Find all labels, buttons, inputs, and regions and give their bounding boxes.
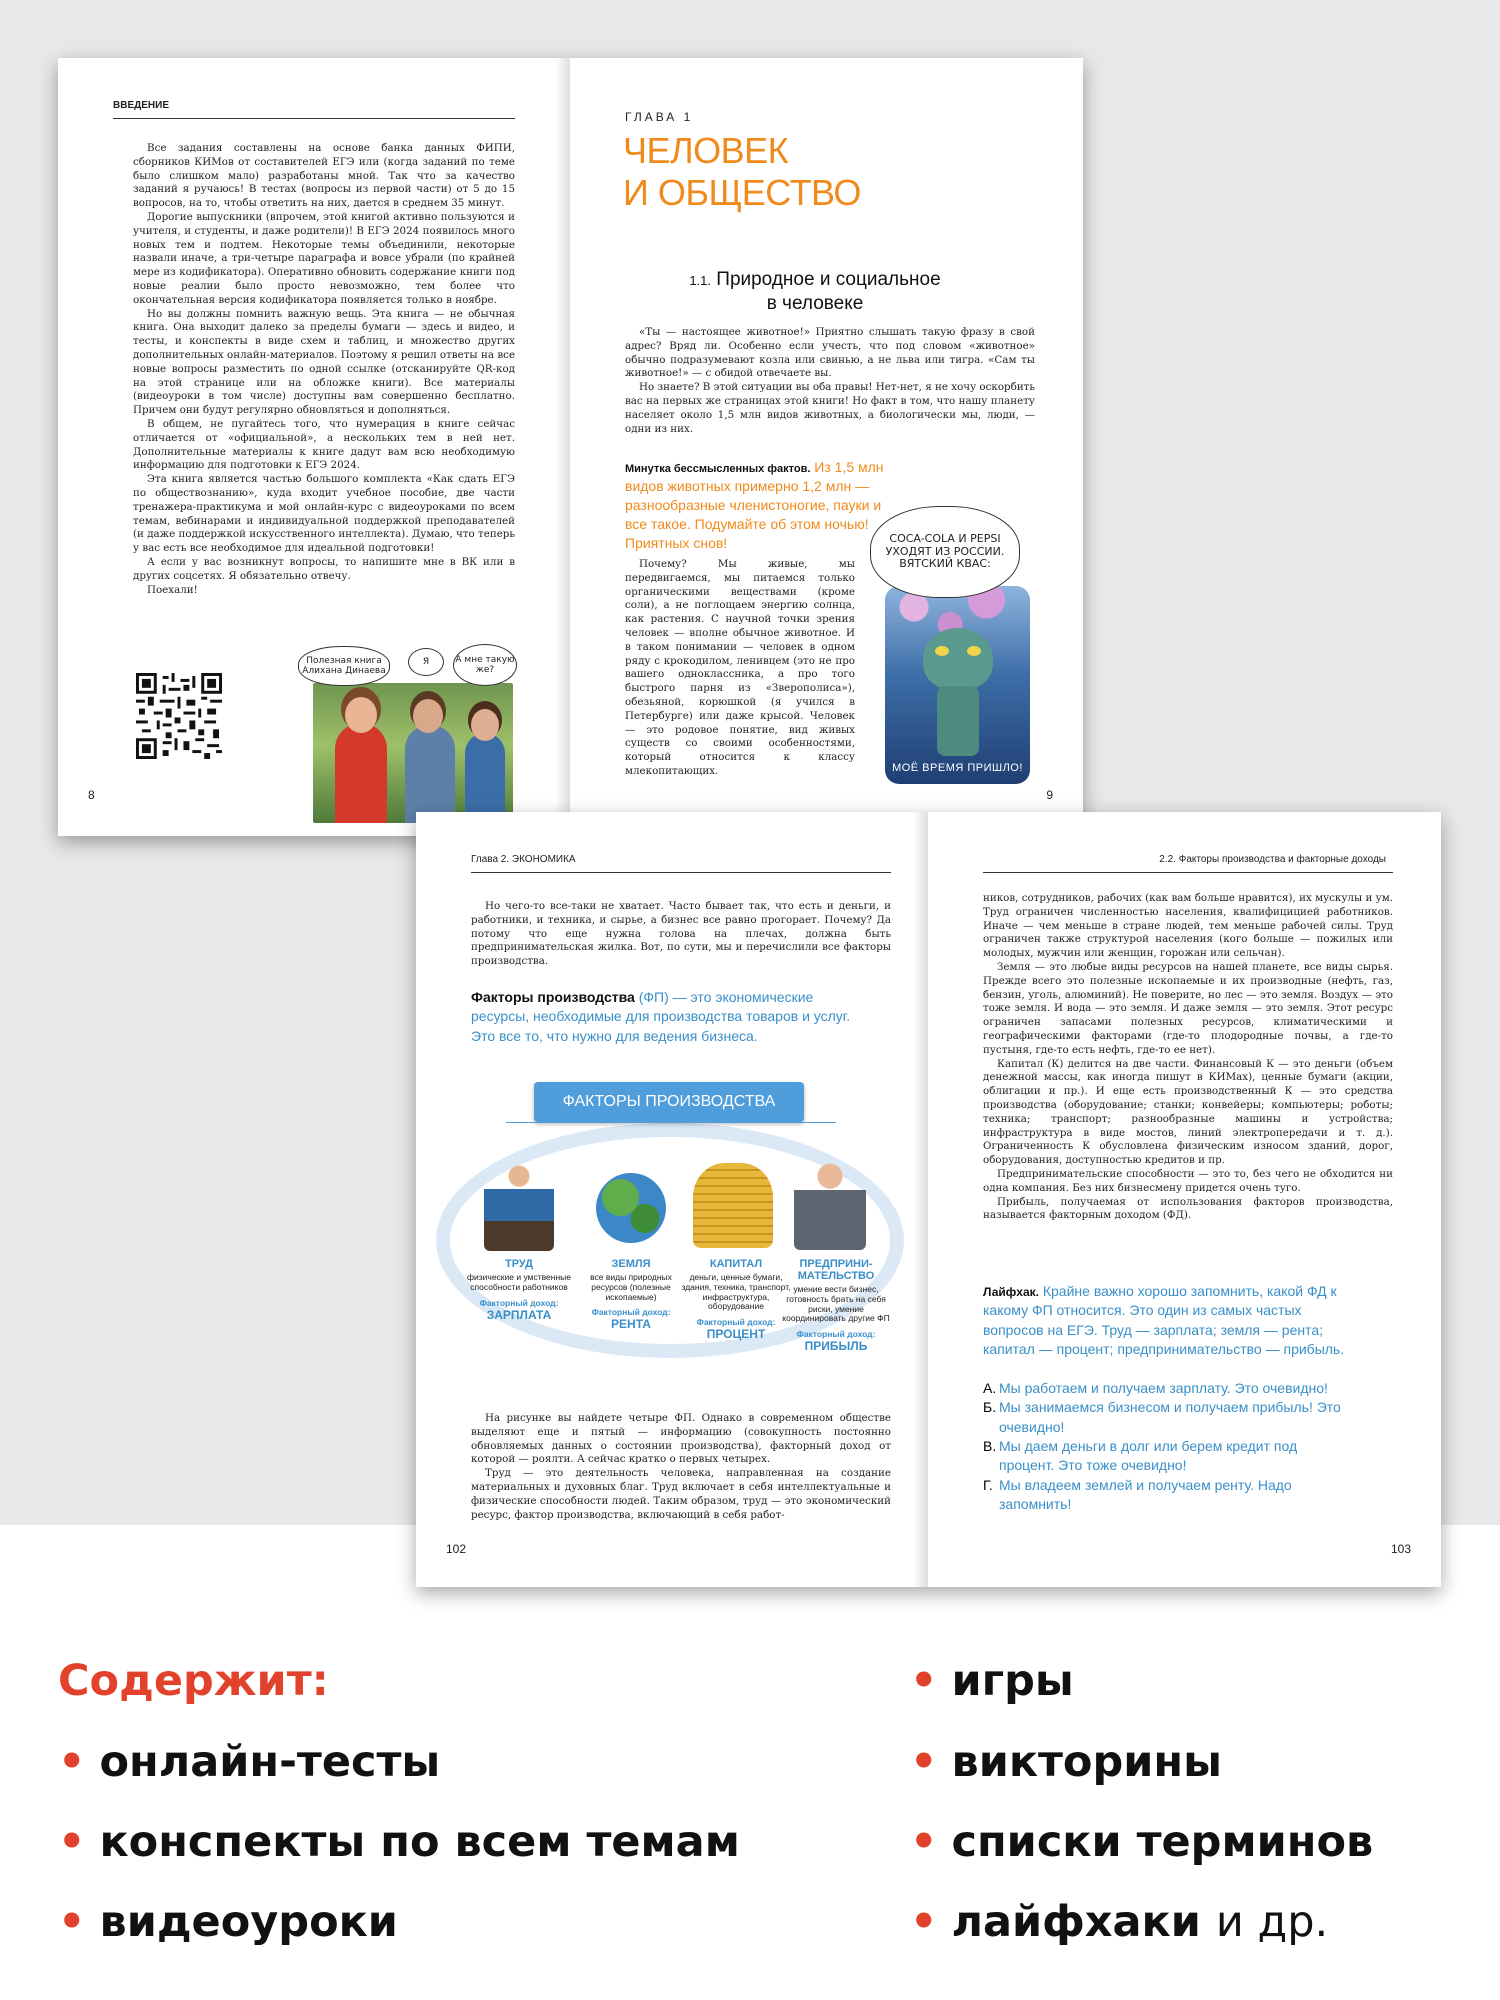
globe-icon — [596, 1173, 666, 1243]
paragraph: Почему? Мы живые, мы передвигаемся, мы питаемся только органическими веществами (кроме соли), а не поглощаем энергию солнца, как растения. С научной точки зрения человек — вполне обычное животное. И в таком понимании — человек в одном ряду с крокодилом, ленивцем (это не про вашего одноклассника, а про того быстрого парня из «Зверополиса»), обезьяной, корюшкой (я учился в Петербурге) или даже крысой. Человек — это родовое понятие, вид живых существ со своими особенностями, который относится к классу млекопитающих. — [625, 558, 855, 777]
header-rule — [113, 118, 515, 119]
example-letter: Г. — [983, 1476, 993, 1493]
intro-text — [471, 900, 891, 969]
bullet-icon: • — [910, 1656, 938, 1706]
feature-item — [58, 1897, 398, 1947]
factor-income: ПРОЦЕНТ — [706, 1327, 766, 1342]
page-9 — [570, 58, 1083, 836]
factor-desc: все виды природных ресурсов (полезные ископаемые) — [590, 1272, 672, 1302]
meme-figure-middle — [405, 725, 455, 823]
businessman-icon — [794, 1160, 866, 1250]
section-title — [625, 268, 1005, 316]
paragraph: ников, сотрудников, рабочих (как вам больше нравится), их мускулы и ум. Труд ограничен численностью населения, квалифицицией работников. Иначе — чем меньше в стране людей, тем меньше рабочей силы. Труд ограничен также структурой населения (кого больше — пожилых или молодых, мужчин или женщин, горожан или сельчан). — [983, 892, 1393, 960]
turtle-image — [885, 586, 1030, 784]
factor-labor — [464, 1258, 574, 1322]
example-item — [983, 1437, 1343, 1476]
running-head: 2.2. Факторы производства и факторные доходы — [1159, 854, 1386, 865]
chapter-title — [623, 130, 861, 215]
examples-list — [983, 1379, 1343, 1514]
paragraph: Все задания составлены на основе банка данных ФИПИ, сборников КИМов от составителей ЕГЭ или (когда заданий по теме было слишком мало) разработаны мной. Так что за качество заданий я ручаюсь! В тестах (вопросы из первой части) от 5 до 15 вопросов, на то, чтобы ответить на них, дается в среднем 35 минут. — [133, 142, 515, 210]
bullet-icon: • — [910, 1737, 938, 1787]
paragraph: А если у вас возникнут вопросы, то напишите мне в ВК или в других соцсетях. Я обязательно отвечу. — [133, 555, 515, 582]
meme-figure-right-head — [471, 709, 499, 741]
section-title-line — [625, 268, 1005, 292]
paragraph: В общем, не пугайтесь того, что нумерация в книге сейчас отличается от «официальной», а нескольких тем в ней нет. Дополнительные материалы к книге дадут вам всю необходимую информацию для подготовки к ЕГЭ 2024. — [133, 417, 515, 472]
definition-abbr: (ФП) — [638, 989, 669, 1005]
factor-title: КАПИТАЛ — [709, 1258, 763, 1270]
page-102 — [416, 812, 928, 1587]
factor-income-label: Факторный доход: — [591, 1307, 671, 1318]
factor-title: ТРУД — [504, 1258, 534, 1270]
page-number: 8 — [88, 788, 95, 802]
feature-text: игры — [951, 1656, 1074, 1706]
body-text — [625, 558, 855, 779]
bullet-icon: • — [910, 1817, 938, 1867]
header-rule — [471, 872, 891, 873]
bullet-icon: • — [58, 1897, 86, 1947]
meme-image — [313, 683, 513, 823]
diagram-connector — [506, 1122, 836, 1123]
chapter-title-line: И ОБЩЕСТВО — [623, 172, 861, 214]
factor-income: ПРИБЫЛЬ — [804, 1339, 868, 1354]
header-rule — [983, 872, 1393, 873]
paragraph: Труд — это деятельность человека, направленная на создание материальных и духовных благ. Труд включает в себя интеллектуальные и физические способности людей. Таким образом, труд — это экономический ресурс, фактор производства, включающий в себя работ- — [471, 1467, 891, 1521]
paragraph: Дорогие выпускники (впрочем, этой книгой активно пользуются и учителя, и студенты, и даже родители)! В ЕГЭ 2024 появилось много новых тем и подтем. Некоторые темы объединили, некоторые назвали иначе, а три-четыре параграфа и вовсе убрали (по крайней мере из кодификатора). Оперативно обновить содержание книги под новые реалии было просто невозможно, тем более что окончательная версия кодификатора появляется только в ноябре. — [133, 210, 515, 306]
factor-entrepreneurship — [781, 1258, 891, 1353]
worker-icon — [484, 1163, 554, 1251]
example-item — [983, 1398, 1343, 1437]
factor-income-label: Факторный доход: — [479, 1297, 559, 1308]
fact-text: Из 1,5 млн видов животных примерно 1,2 млн — разнообразные членистоногие, пауки и все такое. Подумайте об этом ночью! Приятных снов! — [625, 459, 884, 552]
factor-desc: умение вести бизнес, готовность брать на себя риски, умение координировать другие ФП — [782, 1284, 890, 1324]
feature-text: лайфхаки — [951, 1897, 1201, 1947]
feature-item — [58, 1817, 740, 1867]
feature-item — [910, 1737, 1222, 1787]
turtle-neck — [937, 686, 979, 756]
example-text: Мы владеем землей и получаем ренту. Надо запомнить! — [999, 1476, 1292, 1512]
meme-figure-left — [335, 723, 387, 823]
example-letter: Б. — [983, 1399, 997, 1416]
qr-code-icon[interactable] — [136, 673, 222, 759]
page-number: 103 — [1390, 1542, 1411, 1556]
bullet-icon: • — [58, 1817, 86, 1867]
example-text: Мы занимаемся бизнесом и получаем прибыль! Это очевидно! — [999, 1399, 1341, 1435]
meme-figure-middle-head — [413, 699, 443, 733]
running-head: ВВЕДЕНИЕ — [113, 100, 169, 111]
definition-text: — это экономические ресурсы, необходимые для производства товаров и услуг. Это все то, что нужно для ведения бизнеса. — [471, 989, 851, 1044]
page-number: 102 — [446, 1542, 467, 1556]
fact-label: Минутка бессмысленных фактов. — [625, 463, 811, 475]
turtle-eye — [935, 646, 949, 656]
book-spread-top — [58, 58, 1083, 836]
factors-diagram — [436, 1068, 906, 1398]
example-letter: А. — [983, 1380, 997, 1396]
paragraph: Но знаете? В этой ситуации вы оба правы! Нет-нет, я не хочу оскорбить вас на первых же страницах этой книги! Но факт в том, что нашу планету населяет около 1,5 млн видов животных, а биологически мы, люди, — одни из них. — [625, 381, 1035, 435]
turtle-caption: МОЁ ВРЕМЯ ПРИШЛО! — [892, 762, 1023, 774]
example-item — [983, 1379, 1343, 1398]
paragraph: На рисунке вы найдете четыре ФП. Однако в современном обществе выделяют еще и пятый — информацию (совокупность постоянно обновляемых данных о состоянии производства), факторный доход от которой — роялти. А сейчас кратко о первых четырех. — [471, 1412, 891, 1466]
paragraph: «Ты — настоящее животное!» Приятно слышать такую фразу в свой адрес? Вряд ли. Особенно если учесть, что под словом «животное» обычно подразумевают козла или свинью, а не льва или тигра. «Сам ты животное!» — с обидой отвечаете вы. — [625, 326, 1035, 380]
example-text: Мы работаем и получаем зарплату. Это очевидно! — [999, 1380, 1328, 1396]
example-item — [983, 1476, 1343, 1515]
turtle-head — [923, 628, 993, 690]
meme-figure-left-head — [345, 697, 377, 733]
book-spread-bottom — [416, 812, 1441, 1587]
page-8 — [58, 58, 570, 836]
factor-income: ЗАРПЛАТА — [486, 1307, 552, 1322]
section-intro — [625, 326, 1035, 436]
paragraph: Земля — это любые виды ресурсов на нашей планете, все виды сырья. Прежде всего это полезные ископаемые и их производные (нефть, газ, бензин, уголь, алюминий). Не поверите, но лес — это земля. Воздух — это тоже земля. И вода — это земля. И даже земля — это земля. Этот ресурс ограничен запасами полезных ресурсов, климатическими и географическими факторами (где-то плодородные почвы, а где-то пустыня, где-то есть нефть, где-то ее нет). — [983, 960, 1393, 1056]
lifehack-label: Лайфхак. — [983, 1285, 1039, 1299]
factor-desc: физические и умственные способности работников — [467, 1272, 571, 1292]
factor-income: РЕНТА — [611, 1317, 651, 1332]
paragraph: Но вы должны помнить важную вещь. Эта книга — не обычная книга. Она выходит далеко за пределы бумаги — здесь и видео, и тесты, и конспекты в виде схем и таблиц, и множество других дополнительных онлайн-материалов. Поэтому я решил ответы на все новые вопросы разместить по одной ссылке (отсканируйте QR-код на этой странице или на обложке книги). Все материалы (видеоуроки в том числе) доступны вам совершенно бесплатно. Причем они будут регулярно обновляться и дополняться. — [133, 307, 515, 417]
meme-figure-right — [465, 733, 505, 823]
lifehack-text: Крайне важно хорошо запомнить, какой ФД к какому ФП относится. Это один из самых частых вопросов на ЕГЭ. Труд — зарплата; земля — рента; капитал — процент; предпринимательство — прибыль. — [983, 1283, 1345, 1357]
example-letter: В. — [983, 1437, 997, 1454]
after-diagram-text — [471, 1412, 891, 1522]
lifehack-block — [983, 1282, 1353, 1359]
factor-income-label: Факторный доход: — [696, 1317, 776, 1328]
feature-text: конспекты по всем темам — [99, 1817, 740, 1867]
feature-text: викторины — [951, 1737, 1222, 1787]
paragraph: Но чего-то все-таки не хватает. Часто бывает так, что есть и деньги, и работники, и техника, и сырье, а бизнес все равно прогорает. Почему? Да потому что еще нужна голова на плечах, должна быть предпринимательская жилка. Вот, по сути, мы и перечислили все факторы производства. — [471, 900, 891, 968]
meme-bubble-want: А мне такую же? — [453, 644, 517, 686]
factor-income-label: Факторный доход: — [796, 1329, 876, 1340]
definition-block — [471, 988, 861, 1046]
chapter-label: ГЛАВА 1 — [625, 110, 694, 124]
page-number: 9 — [1046, 788, 1053, 802]
section-number: 1.1. — [689, 273, 711, 288]
intro-text — [133, 142, 515, 597]
chapter-title-line: ЧЕЛОВЕК — [623, 130, 789, 171]
feature-text: онлайн-тесты — [99, 1737, 441, 1787]
factor-title: ЗЕМЛЯ — [611, 1258, 651, 1270]
page-103 — [928, 812, 1441, 1587]
paragraph: Поехали! — [147, 583, 198, 596]
example-text: Мы даем деньги в долг или берем кредит под процент. Это тоже очевидно! — [999, 1437, 1298, 1474]
turtle-eye — [967, 646, 981, 656]
definition-term: Факторы производства — [471, 989, 635, 1005]
factor-title: ПРЕДПРИНИ-МАТЕЛЬСТВО — [797, 1258, 875, 1282]
meme-bubble-me: Я — [408, 648, 444, 676]
feature-item — [58, 1737, 440, 1787]
fact-block — [625, 458, 890, 553]
meme-bubble-book: Полезная книга Алихана Динаева — [298, 646, 390, 686]
diagram-title: ФАКТОРЫ ПРОИЗВОДСТВА — [534, 1082, 804, 1122]
feature-item — [910, 1656, 1074, 1706]
features-heading: Содержит: — [58, 1656, 329, 1706]
feature-text: видеоуроки — [99, 1897, 398, 1947]
factor-capital — [681, 1258, 791, 1341]
factor-land — [576, 1258, 686, 1331]
paragraph: Эта книга является частью большого комплекта «Как сдать ЕГЭ по обществознанию», куда входит учебное пособие, две части тренажера-практикума и мой онлайн-курс с видеоуроками по всем темам, вебинарами и индивидуальной поддержкой преподавателей (и даже поддержкой искусственного интеллекта). Думаю, что теперь у вас есть все необходимое для идеальной подготовки! — [133, 473, 515, 555]
feature-item — [910, 1817, 1373, 1867]
feature-item — [910, 1897, 1328, 1947]
bullet-icon: • — [58, 1737, 86, 1787]
paragraph: Прибыль, получаемая от использования факторов производства, называется факторным доходом (ФД). — [983, 1195, 1393, 1222]
speech-bubble: COCA-COLA И PEPSI УХОДЯТ ИЗ РОССИИ. ВЯТСКИЙ КВАС: — [870, 506, 1020, 598]
bullet-icon: • — [910, 1897, 938, 1947]
section-title-line: в человеке — [766, 292, 864, 314]
feature-text: списки терминов — [951, 1817, 1374, 1867]
coins-icon — [693, 1163, 773, 1248]
factor-desc: деньги, ценные бумаги, здания, техника, транспорт, инфраструктура, оборудование — [681, 1272, 791, 1312]
paragraph: Предпринимательские способности — это то, без чего не обходится ни одна компания. Без них бизнесмену придется очень туго. — [983, 1167, 1393, 1194]
feature-suffix: и др. — [1215, 1897, 1329, 1947]
paragraph: Капитал (К) делится на две части. Финансовый К — это деньги (объем денежной массы, как иногда пишут в КИМах), ценные бумаги (акции, облигации и пр.). И еще есть производственный К — это средства производства (оборудование; станки; конвейеры; компьютеры; роботы; техника; транспорт; разнообразные машины и устройства; инфраструктура в виде мостов, линий электропередачи и т. д.). Ограниченность К обусловлена физическим износом зданий, дорог, оборудования, доступностью кредитов и пр. — [983, 1057, 1393, 1167]
section-text — [983, 892, 1393, 1223]
section-title-text: Природное и социальное — [716, 269, 941, 290]
running-head: Глава 2. ЭКОНОМИКА — [471, 854, 576, 865]
